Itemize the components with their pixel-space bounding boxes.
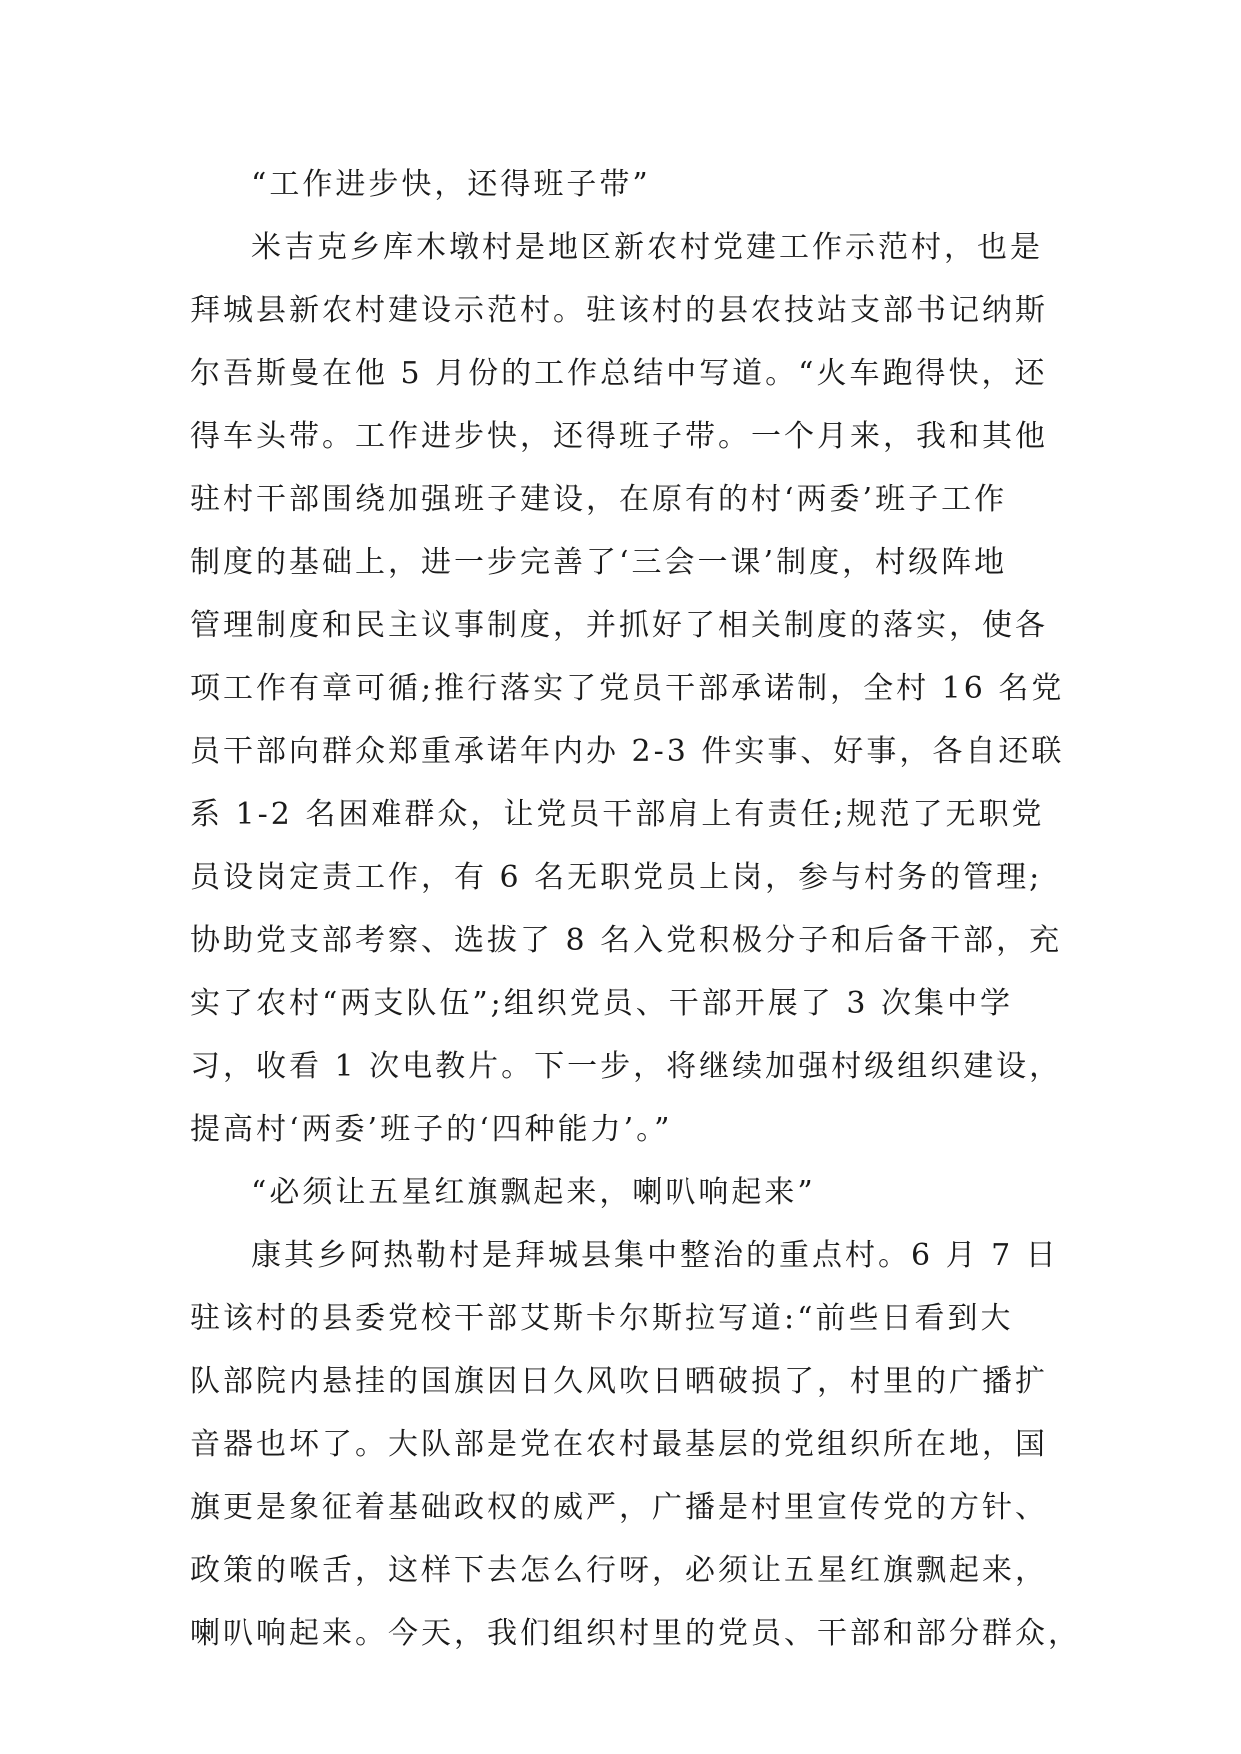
section-heading-1: “工作进步快，还得班子带” — [251, 167, 651, 202]
paragraph-line: 得车头带。工作进步快，还得班子带。一个月来，我和其他 — [190, 419, 1048, 454]
paragraph-line: 旗更是象征着基础政权的威严，广播是村里宣传党的方针、 — [190, 1490, 1048, 1525]
paragraph-line: 音器也坏了。大队部是党在农村最基层的党组织所在地，国 — [190, 1427, 1048, 1462]
paragraph-line: 康其乡阿热勒村是拜城县集中整治的重点村。6 月 7 日 — [251, 1238, 1059, 1273]
paragraph-line: 系 1-2 名困难群众，让党员干部肩上有责任;规范了无职党 — [190, 797, 1045, 832]
paragraph-line: 项工作有章可循;推行落实了党员干部承诺制，全村 16 名党 — [190, 671, 1065, 706]
paragraph-line: 尔吾斯曼在他 5 月份的工作总结中写道。“火车跑得快，还 — [190, 356, 1048, 391]
paragraph-line: 协助党支部考察、选拔了 8 名入党积极分子和后备干部，充 — [190, 923, 1063, 958]
paragraph-line: 习，收看 1 次电教片。下一步，将继续加强村级组织建设， — [190, 1049, 1063, 1084]
paragraph-line: 员干部向群众郑重承诺年内办 2-3 件实事、好事，各自还联 — [190, 734, 1065, 769]
paragraph-line: 队部院内悬挂的国旗因日久风吹日晒破损了，村里的广播扩 — [190, 1364, 1048, 1399]
paragraph-line: 政策的喉舌，这样下去怎么行呀，必须让五星红旗飘起来， — [190, 1553, 1048, 1588]
paragraph-line: 驻该村的县委党校干部艾斯卡尔斯拉写道:“前些日看到大 — [190, 1301, 1014, 1336]
body-text — [190, 153, 1081, 1665]
paragraph-line: 管理制度和民主议事制度，并抓好了相关制度的落实，使各 — [190, 608, 1048, 643]
paragraph-line: 喇叭响起来。今天，我们组织村里的党员、干部和部分群众， — [190, 1616, 1081, 1651]
paragraph-line: 拜城县新农村建设示范村。驻该村的县农技站支部书记纳斯 — [190, 293, 1048, 328]
paragraph-line: 提高村‘两委’班子的‘四种能力’。” — [190, 1112, 673, 1147]
section-heading-2: “必须让五星红旗飘起来，喇叭响起来” — [251, 1175, 816, 1210]
paragraph-line: 实了农村“两支队伍”;组织党员、干部开展了 3 次集中学 — [190, 986, 1013, 1021]
paragraph-line: 员设岗定责工作，有 6 名无职党员上岗，参与村务的管理; — [190, 860, 1043, 895]
paragraph-line: 米吉克乡库木墩村是地区新农村党建工作示范村，也是 — [251, 230, 1043, 265]
paragraph-line: 制度的基础上，进一步完善了‘三会一课’制度，村级阵地 — [190, 545, 1008, 580]
paragraph-line: 驻村干部围绕加强班子建设，在原有的村‘两委’班子工作 — [190, 482, 1008, 517]
